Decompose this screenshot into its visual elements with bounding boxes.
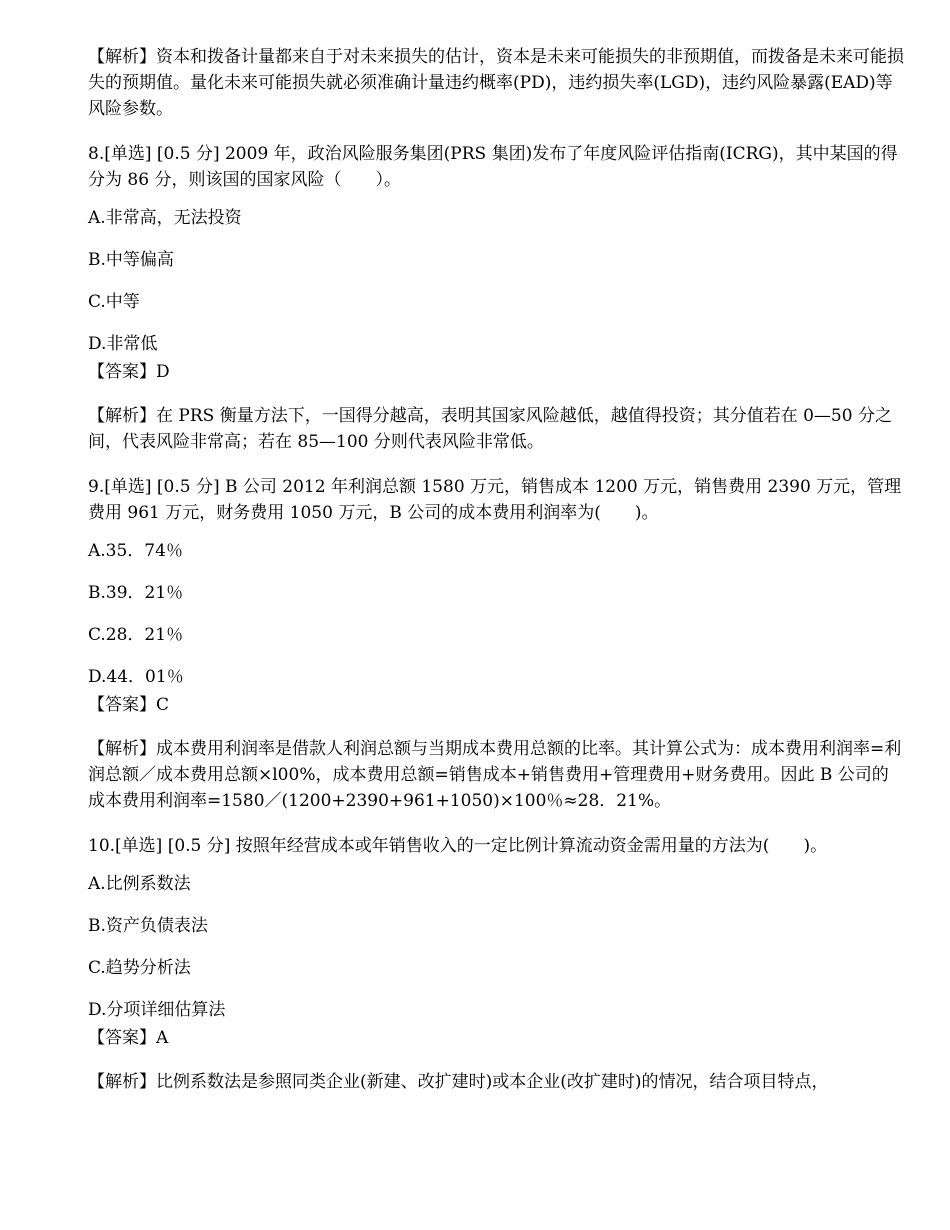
option-b: B.39．21％ xyxy=(88,583,184,603)
question-block-10 xyxy=(88,833,905,1095)
option-d: D.非常低 xyxy=(88,334,158,354)
question-block-9 xyxy=(88,474,905,814)
question-text: 10.[单选] [0.5 分] 按照年经营成本或年销售收入的一定比例计算流动资金需用量的方法为( )。 xyxy=(88,836,828,856)
option-a: A.比例系数法 xyxy=(88,874,191,894)
option-b: B.资产负债表法 xyxy=(88,916,208,936)
answer: 【答案】A xyxy=(88,1028,169,1048)
answer: 【答案】D xyxy=(88,362,170,382)
option-c: C.28．21％ xyxy=(88,625,184,645)
option-b: B.中等偏高 xyxy=(88,250,174,270)
analysis: 【解析】在 PRS 衡量方法下，一国得分越高，表明其国家风险越低，越值得投资；其分值若在 0—50 分之间，代表风险非常高；若在 85—100 分则代表风险非常低。 xyxy=(88,406,892,452)
question-text: 9.[单选] [0.5 分] B 公司 2012 年利润总额 1580 万元，销售成本 1200 万元，销售费用 2390 万元，管理费用 961 万元，财务费用 1050 万元，B 公司的成本费用利润率为( )。 xyxy=(88,477,902,523)
analysis: 【解析】比例系数法是参照同类企业(新建、改扩建时)或本企业(改扩建时)的情况，结合项目特点， xyxy=(88,1072,829,1092)
option-c: C.中等 xyxy=(88,292,140,312)
option-d: D.44．01％ xyxy=(88,667,184,687)
option-d: D.分项详细估算法 xyxy=(88,1000,226,1020)
analysis: 【解析】成本费用利润率是借款人利润总额与当期成本费用总额的比率。其计算公式为：成本费用利润率=利润总额／成本费用总额×l00%，成本费用总额=销售成本+销售费用+管理费用+财务费用。因此 B 公司的成本费用利润率=1580／(1200+2390+961+1050)×100％≈28．21%。 xyxy=(88,739,902,811)
question-text: 8.[单选] [0.5 分] 2009 年，政治风险服务集团(PRS 集团)发布了年度风险评估指南(ICRG)，其中某国的得分为 86 分，则该国的国家风险（ ）。 xyxy=(88,144,898,190)
question-block-8 xyxy=(88,141,905,455)
option-a: A.35．74％ xyxy=(88,541,183,561)
answer: 【答案】C xyxy=(88,695,170,715)
option-c: C.趋势分析法 xyxy=(88,958,191,978)
intro-analysis: 【解析】资本和拨备计量都来自于对未来损失的估计，资本是未来可能损失的非预期值，而拨备是未来可能损失的预期值。量化未来可能损失就必须准确计量违约概率(PD)，违约损失率(LGD)，违约风险暴露(EAD)等风险参数。 xyxy=(88,47,904,119)
option-a: A.非常高，无法投资 xyxy=(88,208,242,228)
